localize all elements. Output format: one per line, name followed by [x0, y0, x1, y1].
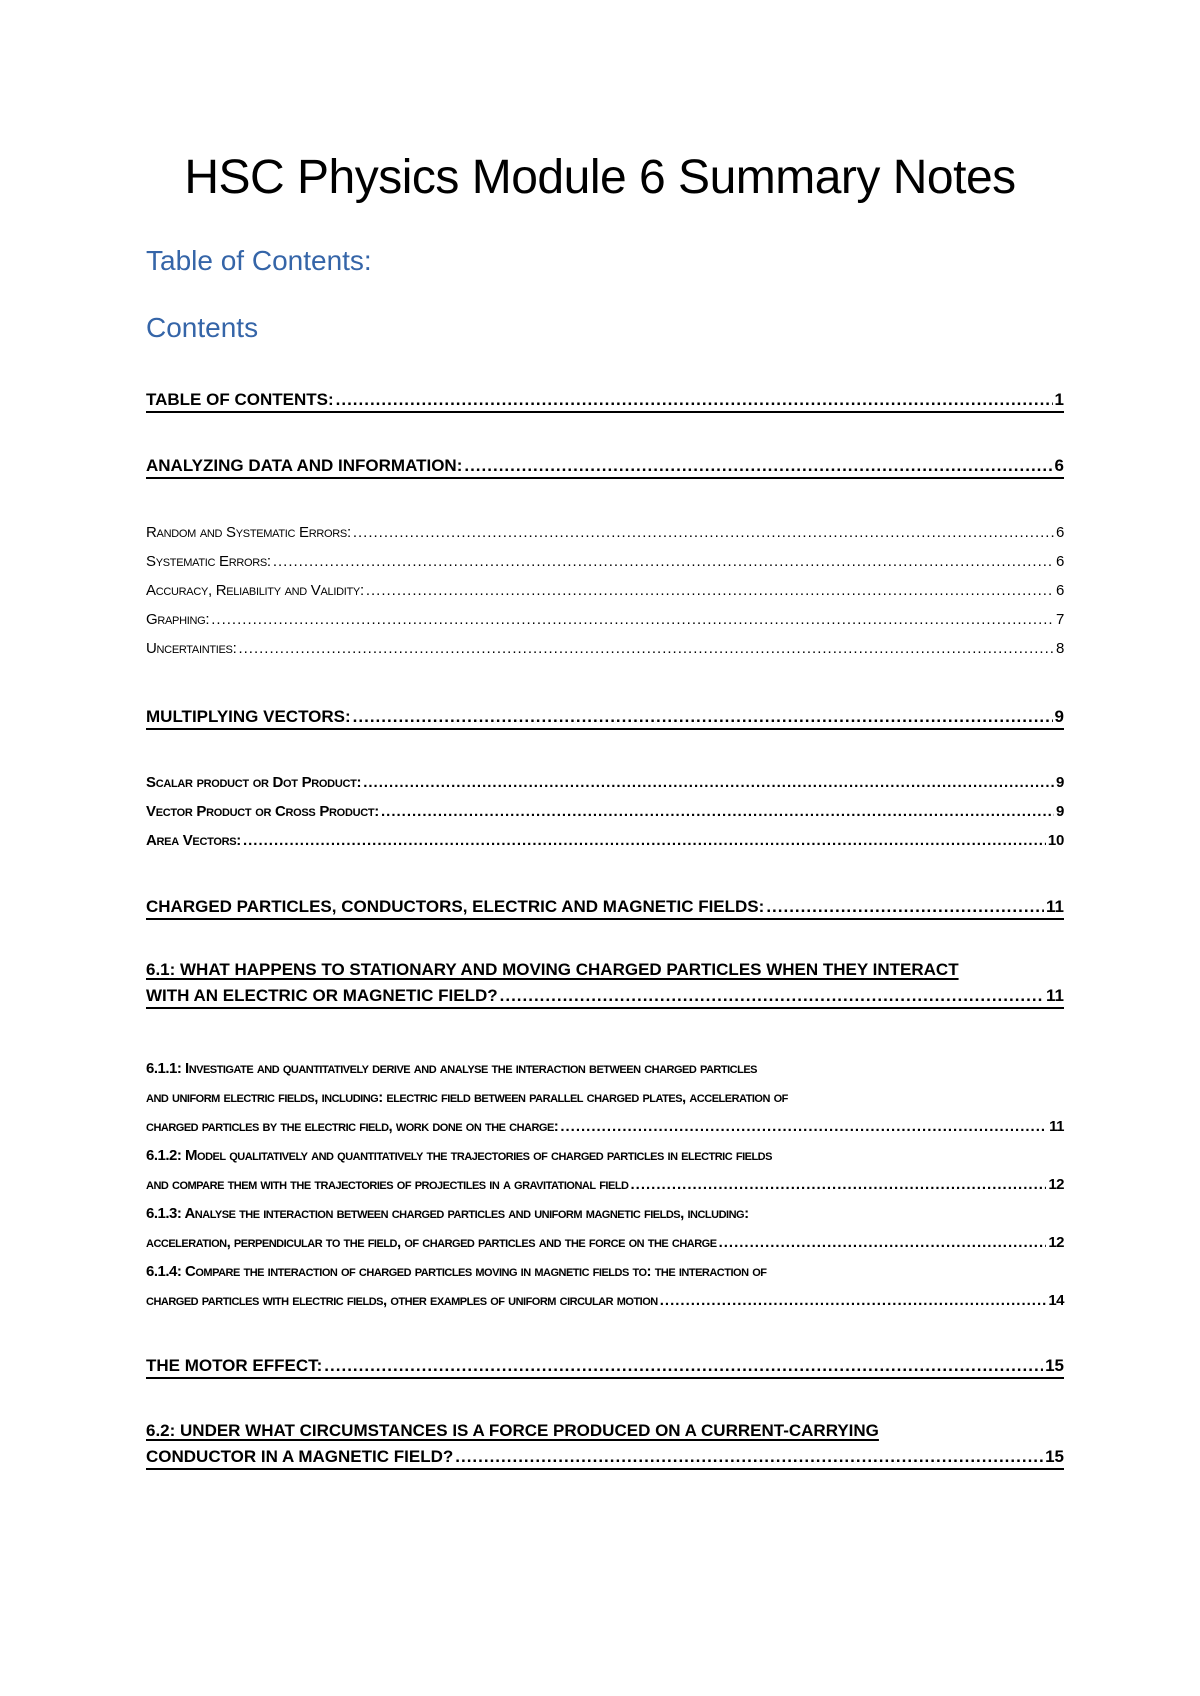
dot-leader	[211, 611, 1054, 629]
toc-entry-label: Graphing:	[146, 611, 210, 628]
dot-leader	[273, 553, 1054, 571]
toc-entry-section-6-1-3[interactable]	[146, 1199, 1064, 1257]
toc-page-number: 1	[1054, 390, 1064, 409]
toc-entry-section-6-1-2[interactable]	[146, 1141, 1064, 1199]
toc-entry-accuracy[interactable]	[146, 582, 1064, 600]
toc-entry-label: CHARGED PARTICLES, CONDUCTORS, ELECTRIC AND MAGNETIC FIELDS:	[146, 897, 765, 916]
toc-page-number: 12	[1048, 1234, 1064, 1251]
dot-leader	[238, 640, 1053, 658]
dot-leader	[455, 1446, 1043, 1468]
dot-leader	[766, 897, 1044, 917]
toc-entry-label: THE MOTOR EFFECT:	[146, 1356, 323, 1375]
toc-entry-area-vectors[interactable]	[146, 832, 1064, 850]
toc-entry-uncertainties[interactable]	[146, 640, 1064, 658]
dot-leader	[243, 832, 1046, 850]
dot-leader	[381, 803, 1054, 821]
dot-leader	[631, 1170, 1047, 1199]
toc-page-number: 12	[1048, 1176, 1064, 1193]
dot-leader	[353, 707, 1053, 727]
toc-entry-label: Scalar product or Dot Product:	[146, 774, 362, 791]
toc-entry-section-6-1[interactable]	[146, 955, 1064, 1009]
toc-page-number: 6	[1055, 553, 1064, 570]
toc-entry-line: 6.1.1: Investigate and quantitatively derive and analyse the interaction between charged particles	[146, 1060, 757, 1077]
toc-entry-line: 6.1.3: Analyse the interaction between charged particles and uniform magnetic fields, including:	[146, 1205, 749, 1222]
dot-leader	[500, 985, 1044, 1007]
toc-page-number: 14	[1048, 1292, 1064, 1309]
toc-page-number: 9	[1055, 803, 1064, 820]
toc-entry-multiplying-vectors[interactable]	[146, 707, 1064, 730]
toc-page-number: 9	[1054, 707, 1064, 726]
toc-entry-graphing[interactable]	[146, 611, 1064, 629]
toc-entry-line: 6.1.2: Model qualitatively and quantitatively the trajectories of charged particles in electric fields	[146, 1147, 772, 1164]
toc-entry-table-of-contents[interactable]	[146, 390, 1064, 413]
toc-entry-label: ANALYZING DATA AND INFORMATION:	[146, 456, 463, 475]
toc-heading: Table of Contents:	[146, 245, 372, 276]
toc-entry-section-6-1-4[interactable]	[146, 1257, 1064, 1315]
toc-page-number: 11	[1049, 1118, 1064, 1135]
toc-entry-vector-product[interactable]	[146, 803, 1064, 821]
toc-entry-line: acceleration, perpendicular to the field, of charged particles and the force on the charge	[146, 1234, 717, 1251]
toc-entry-label: Random and Systematic Errors:	[146, 524, 351, 541]
toc-page-number: 11	[1046, 897, 1064, 916]
toc-entry-line: CONDUCTOR IN A MAGNETIC FIELD?	[146, 1447, 454, 1466]
toc-page-number: 15	[1045, 1356, 1064, 1375]
contents-heading: Contents	[146, 312, 259, 343]
toc-entry-line: and uniform electric fields, including: electric field between parallel charged plates, acceleration of	[146, 1089, 788, 1106]
toc-entry-line: charged particles with electric fields, other examples of uniform circular motion	[146, 1292, 658, 1309]
dot-leader	[353, 524, 1054, 542]
toc-page-number: 7	[1055, 611, 1064, 628]
toc-entry-systematic-errors[interactable]	[146, 553, 1064, 571]
toc-entry-charged-particles[interactable]	[146, 897, 1064, 920]
toc-page-number: 6	[1055, 582, 1064, 599]
toc-entry-label: Vector Product or Cross Product:	[146, 803, 379, 820]
toc-entry-label: Area Vectors:	[146, 832, 241, 849]
dot-leader	[366, 582, 1054, 600]
toc-page-number: 10	[1047, 832, 1064, 849]
toc-entry-analyzing-data[interactable]	[146, 456, 1064, 479]
document-title: HSC Physics Module 6 Summary Notes	[184, 151, 1016, 204]
toc-entry-line: charged particles by the electric field, work done on the charge:	[146, 1118, 559, 1135]
toc-entry-motor-effect[interactable]	[146, 1356, 1064, 1379]
dot-leader	[363, 774, 1054, 792]
toc-entry-label: TABLE OF CONTENTS:	[146, 390, 334, 409]
toc-entry-line: and compare them with the trajectories of projectiles in a gravitational field	[146, 1176, 629, 1193]
dot-leader	[560, 1112, 1047, 1141]
dot-leader	[336, 390, 1053, 410]
toc-page-number: 15	[1045, 1447, 1064, 1466]
toc-entry-label: Systematic Errors:	[146, 553, 271, 570]
toc-page-number: 8	[1055, 640, 1064, 657]
dot-leader	[464, 456, 1052, 476]
toc-entry-random-errors[interactable]	[146, 524, 1064, 542]
toc-entry-section-6-1-1[interactable]	[146, 1054, 1064, 1141]
toc-entry-scalar-product[interactable]	[146, 774, 1064, 792]
toc-page-number: 6	[1055, 524, 1064, 541]
toc-entry-label: Uncertainties:	[146, 640, 237, 657]
toc-entry-line: 6.2: UNDER WHAT CIRCUMSTANCES IS A FORCE PRODUCED ON A CURRENT-CARRYING	[146, 1421, 879, 1440]
toc-entry-label: Accuracy, Reliability and Validity:	[146, 582, 364, 599]
dot-leader	[660, 1286, 1047, 1315]
toc-entry-label: MULTIPLYING VECTORS:	[146, 707, 351, 726]
toc-entry-section-6-2[interactable]	[146, 1416, 1064, 1470]
toc-page-number: 11	[1046, 986, 1064, 1005]
toc-page-number: 9	[1055, 774, 1064, 791]
toc-entry-line: 6.1.4: Compare the interaction of charged particles moving in magnetic fields to: the interaction of	[146, 1263, 767, 1280]
dot-leader	[324, 1356, 1043, 1376]
toc-entry-line: 6.1: WHAT HAPPENS TO STATIONARY AND MOVING CHARGED PARTICLES WHEN THEY INTERACT	[146, 960, 959, 979]
toc-entry-line: WITH AN ELECTRIC OR MAGNETIC FIELD?	[146, 986, 498, 1005]
dot-leader	[719, 1228, 1047, 1257]
toc-page-number: 6	[1054, 456, 1064, 475]
